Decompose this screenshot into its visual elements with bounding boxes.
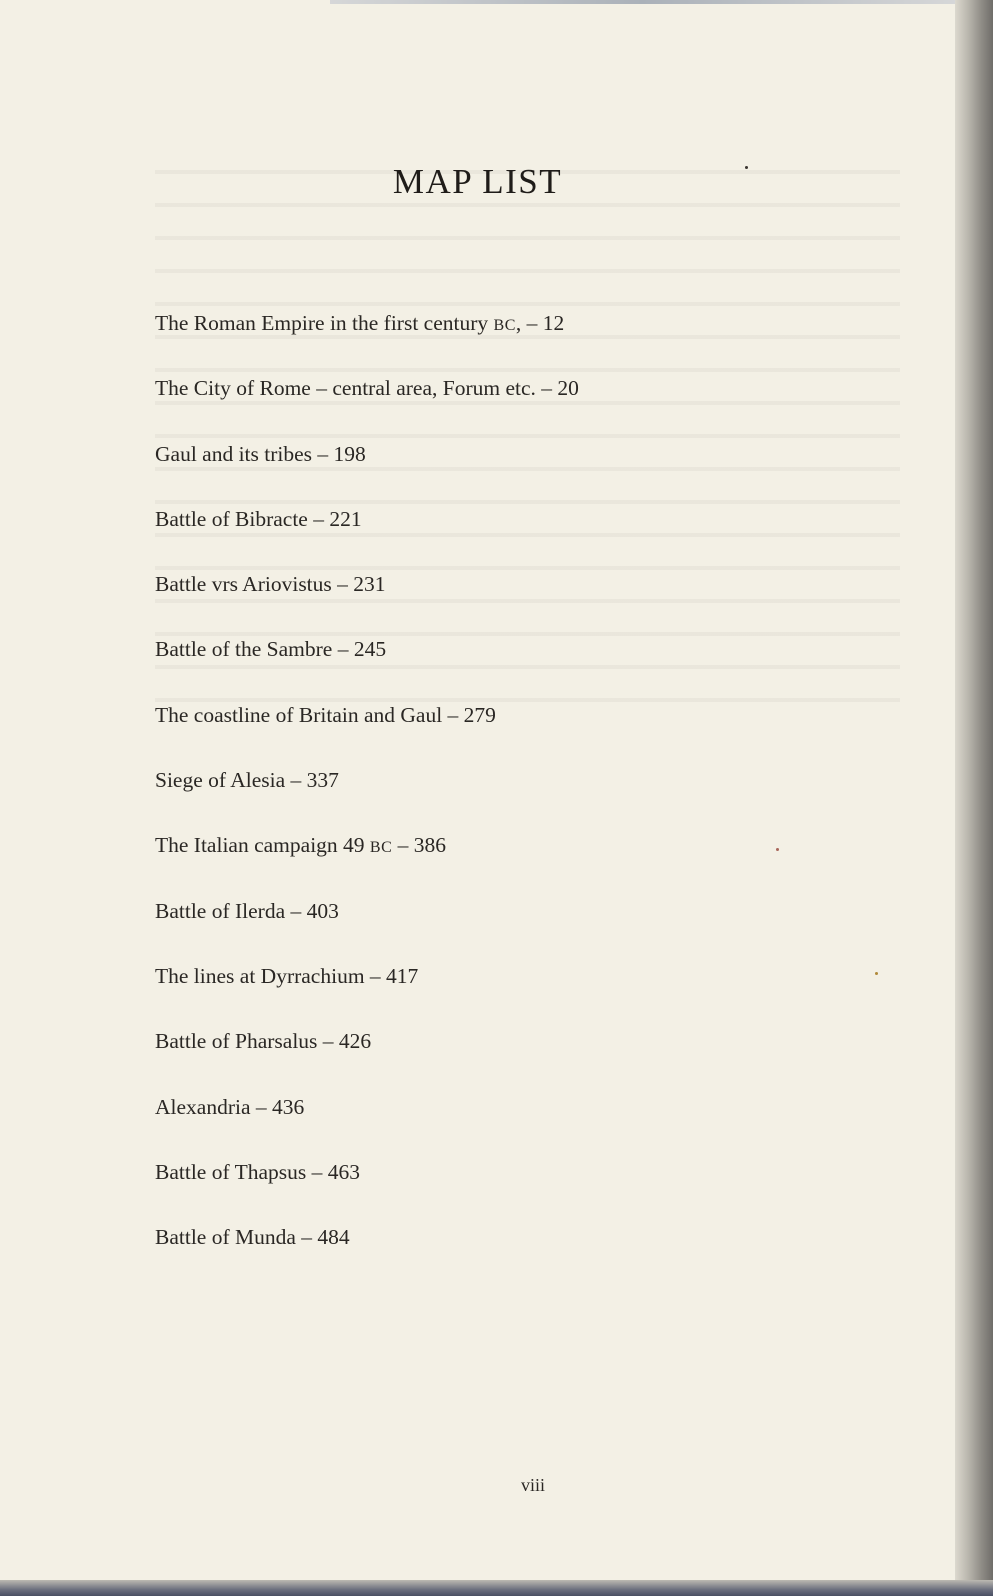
map-list [155,306,579,1285]
map-list-item [155,959,579,1024]
ink-speck [875,972,878,975]
map-entry-text: Battle of Thapsus – 463 [155,1159,361,1184]
page-top-edge [330,0,955,4]
map-entry-page: – 386 [392,833,447,858]
ink-speck [776,848,779,851]
map-list-item [155,1220,579,1285]
map-list-item [155,698,579,763]
map-list-item [155,763,579,828]
map-entry-text: The Italian campaign 49 [155,833,370,858]
page-title: MAP LIST [392,162,563,201]
map-list-item [155,502,579,567]
map-entry-text: Battle vrs Ariovistus – 231 [155,572,386,597]
era-abbreviation: BC [369,839,393,857]
map-entry-text: Battle of Munda – 484 [155,1225,350,1250]
map-entry-text: Battle of Bibracte – 221 [155,506,362,531]
page-number: viii [520,1475,545,1495]
map-list-item [155,306,579,371]
map-list-item [155,567,579,632]
map-entry-text: Battle of the Sambre – 245 [155,637,387,662]
map-entry-text: The lines at Dyrrachium – 417 [155,963,419,988]
map-list-item [155,632,579,697]
map-entry-text: The coastline of Britain and Gaul – 279 [155,702,496,727]
map-entry-text: Gaul and its tribes – 198 [155,441,366,466]
map-list-item [155,894,579,959]
map-entry-page: , – 12 [515,311,565,335]
era-abbreviation: BC [493,317,516,334]
map-entry-text: Alexandria – 436 [155,1094,305,1119]
ink-speck [745,166,748,169]
map-entry-text: Battle of Ilerda – 403 [155,898,339,923]
map-entry-text: The Roman Empire in the first century [155,311,494,335]
map-list-item [155,1090,579,1155]
map-entry-text: Battle of Pharsalus – 426 [155,1029,372,1054]
map-list-item [155,1024,579,1089]
map-list-item [155,437,579,502]
map-list-item [155,828,579,893]
map-list-item [155,1155,579,1220]
map-entry-text: The City of Rome – central area, Forum etc. – 20 [155,376,579,401]
map-entry-text: Siege of Alesia – 337 [155,768,339,793]
page-edge-shadow [955,0,993,1596]
page-bottom-edge [0,1580,993,1596]
map-list-item [155,371,579,436]
